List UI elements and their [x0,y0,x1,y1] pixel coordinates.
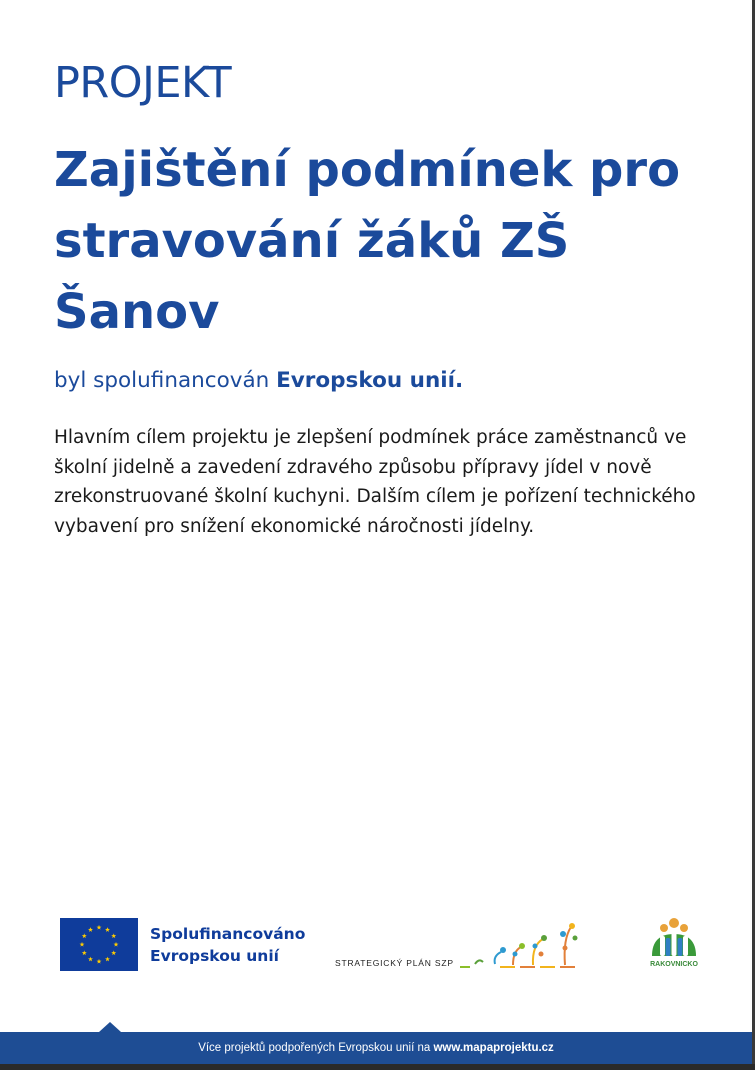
footer-text: Více projektů podpořených Evropskou unií na [198,1042,434,1054]
eu-logo-line1: Spolufinancováno [150,924,306,943]
mas-logo-label: RAKOVNICKO [650,961,698,968]
cofinanced-prefix: byl spolufinancován [54,368,277,393]
section-label: PROJEKT [54,58,232,108]
mas-rakovnicko-logo [646,916,702,974]
footer-bar [0,1032,752,1064]
cofinanced-line [54,368,463,393]
eu-logo-text [150,923,305,967]
project-description: Hlavním cílem projektu je zlepšení podmínek práce zaměstnanců ve školní jidelně a zavedení zdravého způsobu přípravy jídel v nově zrekonstruované školní kuchyni. Dalším cílem je pořízení technického vybavení pro snížení ekonomické náročnosti jídelny. [54,427,696,537]
bottom-strip [0,1064,755,1070]
eu-flag-icon [60,918,138,971]
eu-logo [60,918,305,971]
footer-notch [99,1022,121,1032]
szp-logo-label: STRATEGICKÝ PLÁN SZP [335,958,454,968]
footer-link[interactable]: www.mapaprojektu.cz [433,1042,554,1054]
project-title: Zajištění podmínek pro stravování žáků ZŠ Šanov [54,142,681,340]
eu-logo-line2: Evropskou unií [150,946,279,965]
szp-logo [335,914,585,974]
cofinanced-by: Evropskou unií. [276,368,464,393]
mas-figures-icon [646,916,702,960]
